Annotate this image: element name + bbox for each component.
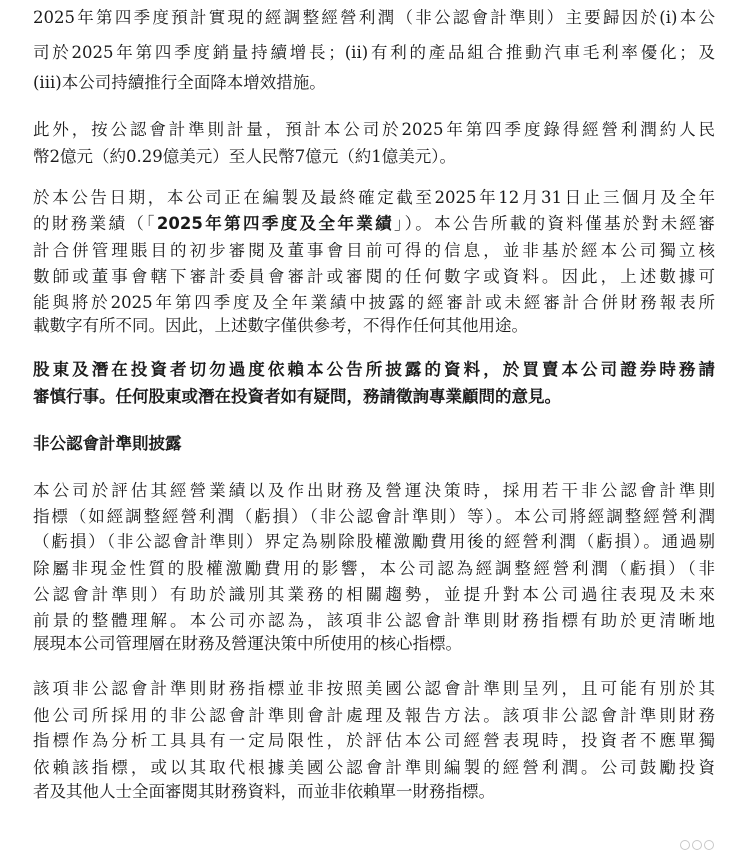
text-line: 此外，按公認會計準則計量，預計本公司於2025年第四季度錄得經營利潤約人民 <box>33 120 715 139</box>
warning-line: 股東及潛在投資者切勿過度依賴本公告所披露的資料，於買賣本公司證券時務請 <box>33 360 715 379</box>
watermark-circle-icon <box>692 840 702 850</box>
text-line: 幣2億元（約0.29億美元）至人民幣7億元（約1億美元）。 <box>33 147 456 166</box>
text-line: （虧損）（非公認會計準則）界定為剔除股權激勵費用後的經營利潤（虧損）。通過剔 <box>33 532 715 551</box>
text-line: 公認會計準則）有助於識別其業務的相關趨勢，並提升對本公司過往表現及未來 <box>33 585 715 604</box>
text-line: 除屬非現金性質的股權激勵費用的影響，本公司認為經調整經營利潤（虧損）（非 <box>33 559 715 578</box>
text-line: 載數字有所不同。因此，上述數字僅供參考，不得作任何其他用途。 <box>33 316 528 335</box>
text-line: 前景的整體理解。本公司亦認為，該項非公認會計準則財務指標有助於更清晰地 <box>33 611 715 630</box>
text-line: 依賴該指標，或以其取代根據美國公認會計準則編製的經營利潤。公司鼓勵投資 <box>33 758 715 777</box>
text-line: 本公司於評估其經營業績以及作出財務及營運決策時，採用若干非公認會計準則 <box>33 481 715 500</box>
watermark-circle-icon <box>680 840 690 850</box>
defined-term: 2025年第四季度及全年業績 <box>156 214 395 233</box>
text-line: 該項非公認會計準則財務指標並非按照美國公認會計準則呈列，且可能有別於其 <box>33 679 715 698</box>
text-line: 司於2025年第四季度銷量持續增長；(ii)有利的產品組合推動汽車毛利率優化；及 <box>33 43 715 62</box>
text-segment: 」）。本公告所載的資料僅基於對未經審 <box>394 214 715 233</box>
text-line: 能與將於2025年第四季度及全年業績中披露的經審計或未經審計合併財務報表所 <box>33 293 715 312</box>
text-line-with-defined-term <box>33 212 715 236</box>
text-line: 者及其他人士全面審閱其財務資料，而並非依賴單一財務指標。 <box>33 782 495 801</box>
text-segment: 的財務業績（「 <box>33 214 157 233</box>
text-line: 於本公告日期，本公司正在編製及最終確定截至2025年12月31日止三個月及全年 <box>33 188 715 207</box>
text-line: 數師或董事會轄下審計委員會審計或審閱的任何數字或資料。因此，上述數據可 <box>33 267 715 286</box>
text-line: 2025年第四季度預計實現的經調整經營利潤（非公認會計準則）主要歸因於(i)本公 <box>33 8 715 27</box>
text-line: 他公司所採用的非公認會計準則會計處理及報告方法。該項非公認會計準則財務 <box>33 706 715 725</box>
watermark-logo <box>680 835 730 849</box>
warning-line: 審慎行事。任何股東或潛在投資者如有疑問，務請徵詢專業顧問的意見。 <box>33 387 561 406</box>
text-line: 指標作為分析工具具有一定局限性，於評估本公司經營表現時，投資者不應單獨 <box>33 731 715 750</box>
text-line: (iii)本公司持續推行全面降本增效措施。 <box>33 73 326 92</box>
text-line: 計合併管理賬目的初步審閱及董事會目前可得的信息，並非基於經本公司獨立核 <box>33 241 715 260</box>
section-heading: 非公認會計準則披露 <box>33 434 182 453</box>
text-line: 展現本公司管理層在財務及營運決策中所使用的核心指標。 <box>33 634 462 653</box>
watermark-circle-icon <box>704 840 714 850</box>
text-line: 指標（如經調整經營利潤（虧損）（非公認會計準則）等）。本公司將經調整經營利潤 <box>33 507 715 526</box>
